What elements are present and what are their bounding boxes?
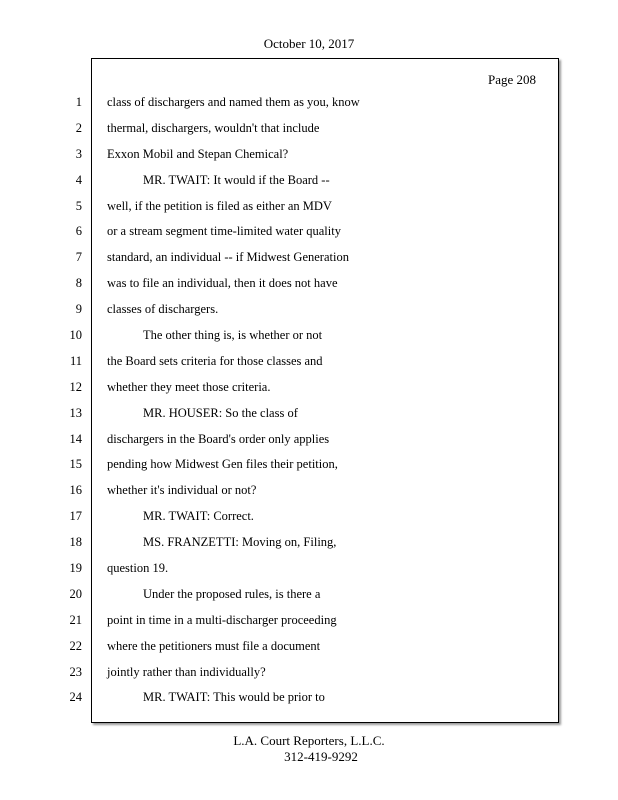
- transcript-line: MR. TWAIT: It would if the Board --: [143, 172, 330, 187]
- transcript-line: standard, an individual -- if Midwest Generation: [107, 250, 349, 265]
- transcript-line: The other thing is, is whether or not: [143, 328, 323, 343]
- transcript-line: thermal, dischargers, wouldn't that include: [107, 120, 320, 135]
- transcript-line: class of dischargers and named them as you, know: [107, 95, 360, 109]
- line-number: 2: [75, 120, 82, 135]
- transcript-line: the Board sets criteria for those classes and: [107, 353, 323, 368]
- line-number: 14: [69, 431, 82, 446]
- transcript-line: dischargers in the Board's order only applies: [107, 431, 330, 446]
- transcript-line: question 19.: [107, 561, 169, 576]
- transcript-line: pending how Midwest Gen files their petition,: [107, 457, 338, 472]
- transcript-line: Under the proposed rules, is there a: [143, 586, 321, 601]
- line-number: 20: [69, 586, 82, 601]
- transcript-line: classes of dischargers.: [107, 302, 219, 317]
- line-number-column: [40, 91, 82, 712]
- line-number: 11: [69, 353, 82, 368]
- transcript-line: whether they meet those criteria.: [107, 379, 271, 394]
- transcript-line: MR. TWAIT: This would be prior to: [143, 690, 325, 705]
- line-number: 18: [69, 535, 82, 550]
- line-number: 22: [69, 638, 82, 653]
- line-number: 6: [75, 224, 82, 239]
- footer-phone: 312-419-9292: [284, 749, 358, 764]
- line-number: 17: [69, 509, 82, 524]
- line-number: 9: [75, 302, 82, 317]
- line-number: 19: [69, 561, 82, 576]
- transcript-line: was to file an individual, then it does not have: [107, 276, 338, 291]
- transcript-line: where the petitioners must file a document: [107, 638, 321, 653]
- line-number: 13: [69, 405, 82, 420]
- line-number: 4: [75, 172, 82, 187]
- transcript-line: well, if the petition is filed as either an MDV: [107, 198, 332, 213]
- line-number: 3: [75, 146, 82, 161]
- transcript-line: MR. TWAIT: Correct.: [143, 509, 254, 524]
- page-number: Page 208: [487, 72, 536, 87]
- line-number: 8: [75, 276, 82, 291]
- line-number: 21: [69, 612, 82, 627]
- transcript-line: jointly rather than individually?: [107, 664, 266, 679]
- transcript-line: point in time in a multi-discharger proceeding: [107, 612, 337, 627]
- transcript-line: Exxon Mobil and Stepan Chemical?: [107, 146, 289, 161]
- transcript-text: [107, 91, 547, 712]
- line-number: 1: [75, 95, 82, 109]
- transcript-line: MS. FRANZETTI: Moving on, Filing,: [143, 535, 337, 550]
- line-number: 5: [75, 198, 82, 213]
- transcript-line: or a stream segment time-limited water quality: [107, 224, 341, 239]
- line-number: 15: [69, 457, 82, 472]
- line-number: 12: [69, 379, 82, 394]
- transcript-line: MR. HOUSER: So the class of: [143, 405, 298, 420]
- line-number: 24: [69, 690, 82, 705]
- header-date: October 10, 2017: [263, 36, 355, 51]
- footer-company: L.A. Court Reporters, L.L.C.: [233, 733, 385, 748]
- line-number: 16: [69, 483, 82, 498]
- line-number: 7: [75, 250, 82, 265]
- transcript-line: whether it's individual or not?: [107, 483, 257, 498]
- line-number: 23: [69, 664, 82, 679]
- line-number: 10: [69, 328, 82, 343]
